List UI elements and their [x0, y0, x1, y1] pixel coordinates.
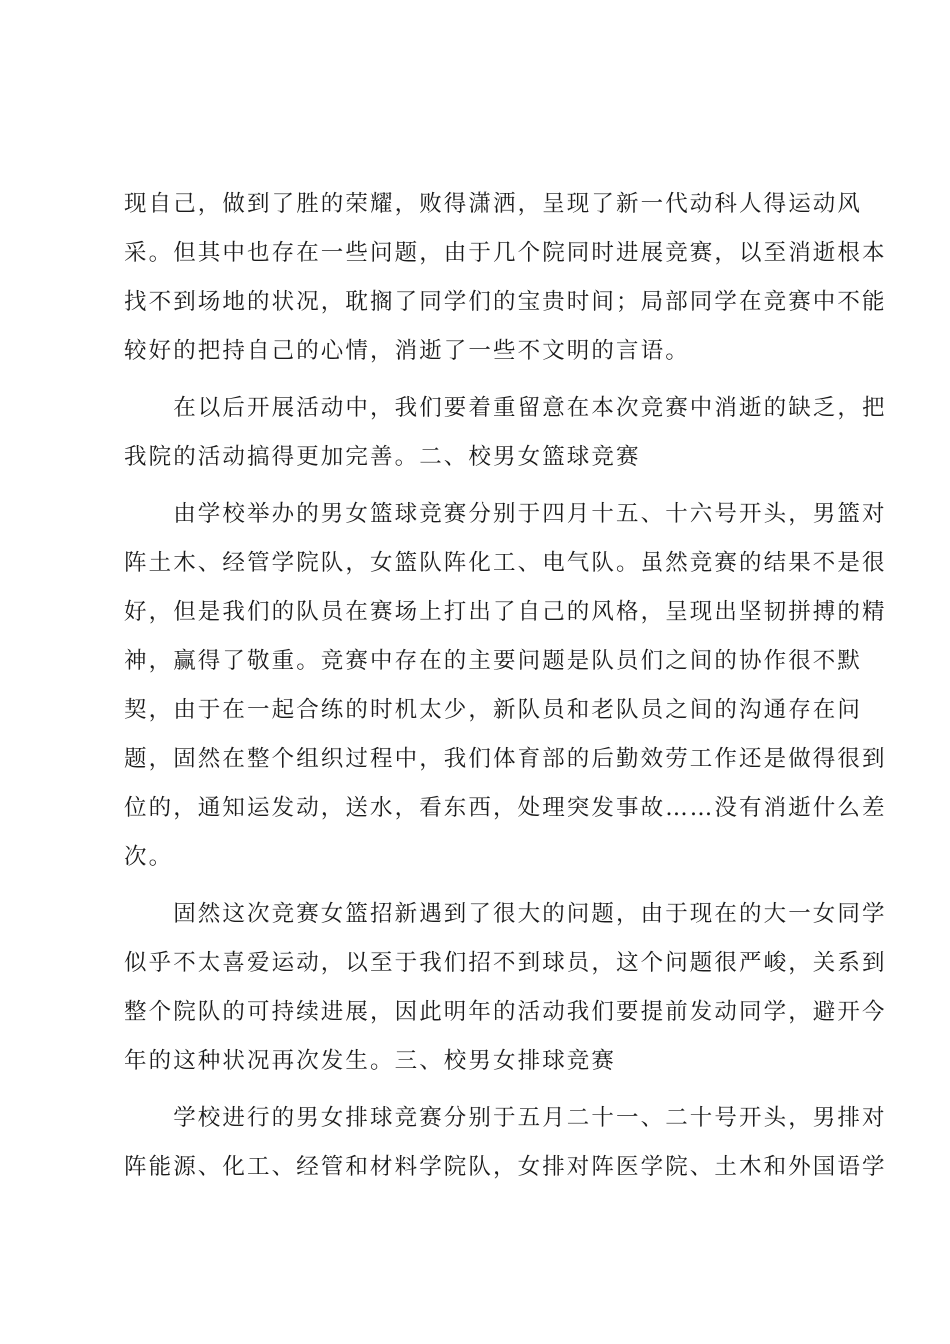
- text-line: 神，赢得了敬重。竞赛中存在的主要问题是队员们之间的协作很不默: [124, 648, 863, 674]
- text-line: 题，固然在整个组织过程中，我们体育部的后勤效劳工作还是做得很到: [124, 746, 887, 772]
- text-line: 阵能源、化工、经管和材料学院队，女排对阵医学院、土木和外国语学: [124, 1154, 887, 1180]
- text-line: 较好的把持自己的心情，消逝了一些不文明的言语。: [124, 338, 690, 364]
- text-line: 整个院队的可持续进展，因此明年的活动我们要提前发动同学，避开今: [124, 999, 887, 1025]
- text-line: 好，但是我们的队员在赛场上打出了自己的风格，呈现出坚韧拼搏的精: [124, 599, 887, 625]
- paragraph-1: [124, 180, 887, 376]
- text-line: 学校进行的男女排球竞赛分别于五月二十一、二十号开头，男排对: [124, 1105, 887, 1131]
- text-line: 在以后开展活动中，我们要着重留意在本次竞赛中消逝的缺乏，把: [124, 395, 887, 421]
- text-line: 似乎不太喜爱运动，以至于我们招不到球员，这个问题很严峻，关系到: [124, 950, 887, 976]
- text-line: 固然这次竞赛女篮招新遇到了很大的问题，由于现在的大一女同学: [124, 901, 887, 927]
- paragraph-4: [124, 890, 887, 1086]
- paragraph-2: [124, 384, 887, 482]
- text-line: 契，由于在一起合练的时机太少，新队员和老队员之间的沟通存在问: [124, 697, 863, 723]
- text-line: 阵土木、经管学院队，女篮队阵化工、电气队。虽然竞赛的结果不是很: [124, 550, 887, 576]
- text-line: 次。: [124, 844, 174, 870]
- text-line: 年的这种状况再次发生。三、校男女排球竞赛: [124, 1048, 617, 1074]
- text-line: 找不到场地的状况，耽搁了同学们的宝贵时间；局部同学在竞赛中不能: [124, 289, 887, 315]
- text-line: 采。但其中也存在一些问题，由于几个院同时进展竞赛，以至消逝根本: [124, 240, 887, 266]
- paragraph-3: [124, 490, 887, 882]
- text-line: 由学校举办的男女篮球竞赛分别于四月十五、十六号开头，男篮对: [124, 501, 887, 527]
- text-line: 我院的活动搞得更加完善。二、校男女篮球竞赛: [124, 444, 641, 470]
- document-body: [124, 180, 887, 1192]
- text-line: 现自己，做到了胜的荣耀，败得潇洒，呈现了新一代动科人得运动风: [124, 191, 863, 217]
- paragraph-5: [124, 1094, 887, 1192]
- text-line: 位的，通知运发动，送水，看东西，处理突发事故……没有消逝什么差: [124, 795, 887, 821]
